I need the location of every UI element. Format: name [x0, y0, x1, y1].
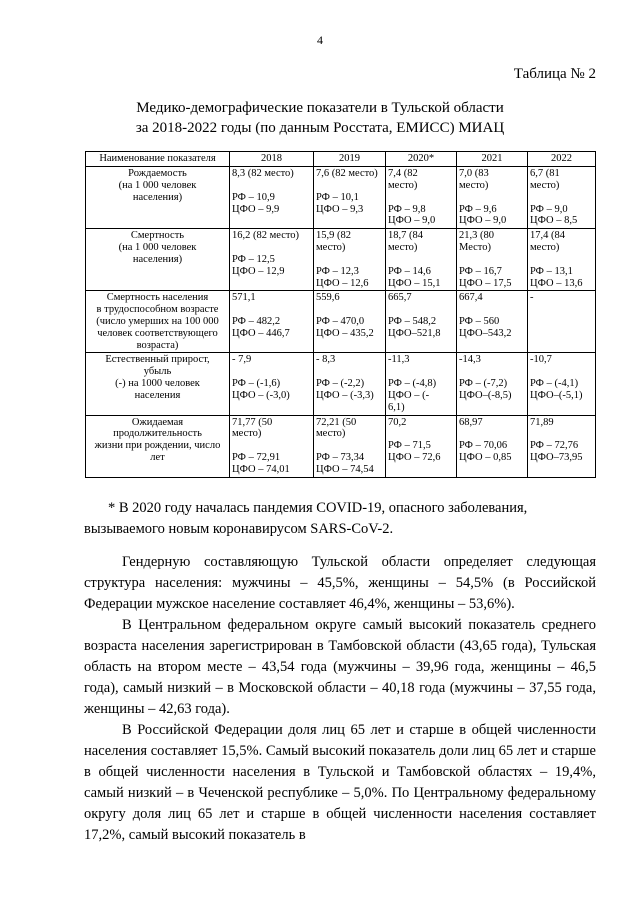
region-value: 571,1: [232, 292, 256, 304]
region-value: 18,7 (84 место): [388, 230, 423, 253]
cell-spacer: [232, 242, 311, 254]
region-value: - 8,3: [316, 354, 336, 366]
region-value: 7,0 (83 место): [459, 168, 489, 191]
footnote-line-2: вызываемого новым коронавирусом SARS-CoV-2.: [84, 521, 394, 537]
comparison-values: РФ – 9,8 ЦФО – 9,0: [388, 203, 436, 227]
value-cell-2022: [528, 353, 596, 415]
cell-spacer: [459, 254, 525, 266]
cell-spacer: [459, 366, 525, 378]
indicator-name: Ожидаемая продолжительность жизни при рождении, число лет: [86, 415, 230, 477]
value-cell-2018: [230, 353, 314, 415]
cell-spacer: [388, 366, 454, 378]
value-cell-2018: [230, 167, 314, 229]
region-value: -11,3: [388, 354, 410, 366]
indicator-name: Рождаемость (на 1 000 человек населения): [86, 167, 230, 229]
comparison-values: РФ – 12,5 ЦФО – 12,9: [232, 253, 285, 277]
comparison-values: РФ – 10,9 ЦФО – 9,9: [232, 191, 280, 215]
cell-spacer: [530, 192, 593, 204]
value-cell-2019: [314, 291, 386, 353]
comparison-values: РФ – 9,0 ЦФО – 8,5: [530, 203, 578, 227]
row-natural-increase: [86, 353, 596, 415]
cell-spacer: [530, 366, 593, 378]
value-cell-2021: [457, 167, 528, 229]
indicator-name: Смертность (на 1 000 человек населения): [86, 229, 230, 291]
cell-spacer: [232, 304, 311, 316]
page-number: 4: [317, 33, 323, 47]
value-cell-2022: [528, 291, 596, 353]
table-title-line-1: Медико-демографические показатели в Тульской области: [136, 100, 504, 116]
paragraph-median-age: В Центральном федеральном округе самый высокий показатель среднего возраста населения зарегистрирован в Тамбовской области (43,65 года), Тульская область на втором месте – 43,54 года (мужчины – 39,96 года, женщины – 46,5 года), самый низкий – в Московской области – 40,18 года (мужчины – 37,55 года, женщины – 42,63 года).: [84, 617, 596, 717]
indicator-name: Естественный прирост, убыль (-) на 1000 человек населения: [86, 353, 230, 415]
value-cell-2021: [457, 291, 528, 353]
region-value: 15,9 (82 место): [316, 230, 351, 253]
region-value: 72,21 (50 место): [316, 416, 357, 440]
value-cell-2019: [314, 167, 386, 229]
value-cell-2022: [528, 415, 596, 477]
cell-spacer: [388, 192, 454, 204]
demographics-table: [85, 151, 596, 478]
comparison-values: РФ – (-4,8) ЦФО – (- 6,1): [388, 378, 437, 413]
comparison-values: РФ – 560 ЦФО–543,2: [459, 316, 512, 339]
header-year-2020: 2020*: [386, 152, 457, 167]
region-value: 70,2: [388, 416, 407, 428]
comparison-values: РФ – 14,6 ЦФО – 15,1: [388, 265, 441, 289]
value-cell-2021: [457, 229, 528, 291]
paragraph-age-65: В Российской Федерации доля лиц 65 лет и старше в общей численности населения составляет 15,5%. Самый высокий показатель доли лиц 65 лет и старше в общей численности населения в Тульской и Тамбовской областях – 19,4%, самый низкий – в Чеченской республике – 5,0%. По Центральному федеральному округу доля лиц 65 лет и старше в общей численности населения составляет 17,2%, самый высокий показатель в: [84, 722, 596, 843]
region-value: -: [530, 292, 534, 304]
cell-spacer: [232, 366, 311, 378]
indicator-name: Смертность населения в трудоспособном возрасте (число умерших на 100 000 человек соответствующего возраста): [86, 291, 230, 353]
comparison-values: РФ – 72,76 ЦФО–73,95: [530, 440, 583, 464]
comparison-values: РФ – 12,3 ЦФО – 12,6: [316, 265, 369, 289]
region-value: -14,3: [459, 354, 481, 366]
region-value: 667,4: [459, 292, 483, 304]
row-mortality: [86, 229, 596, 291]
value-cell-2018: [230, 229, 314, 291]
region-value: 17,4 (84 место): [530, 230, 565, 253]
comparison-values: РФ – 10,1 ЦФО – 9,3: [316, 191, 364, 215]
table-label: Таблица № 2: [513, 66, 596, 82]
table-title-line-2: за 2018-2022 годы (по данным Росстата, ЕМИСС) МИАЦ: [135, 120, 505, 136]
region-value: 21,3 (80 Место): [459, 230, 494, 253]
value-cell-2020: [386, 415, 457, 477]
comparison-values: РФ – 9,6 ЦФО – 9,0: [459, 203, 507, 227]
region-value: -10,7: [530, 354, 552, 366]
region-value: 6,7 (81 место): [530, 168, 560, 191]
cell-spacer: [316, 440, 383, 452]
header-year-2018: 2018: [230, 152, 314, 167]
comparison-values: РФ – 70,06 ЦФО – 0,85: [459, 440, 512, 464]
comparison-values: РФ – (-1,6) ЦФО – (-3,0): [232, 378, 290, 401]
comparison-values: РФ – 71,5 ЦФО – 72,6: [388, 440, 441, 464]
comparison-values: РФ – 16,7 ЦФО – 17,5: [459, 265, 512, 289]
comparison-values: РФ – 73,34 ЦФО – 74,54: [316, 452, 374, 475]
region-value: 7,4 (82 место): [388, 168, 418, 191]
cell-spacer: [388, 254, 454, 266]
value-cell-2022: [528, 167, 596, 229]
row-working-age-mortality: [86, 291, 596, 353]
comparison-values: РФ – 13,1 ЦФО – 13,6: [530, 265, 583, 289]
value-cell-2022: [528, 229, 596, 291]
header-year-2019: 2019: [314, 152, 386, 167]
value-cell-2020: [386, 229, 457, 291]
cell-spacer: [316, 254, 383, 266]
comparison-values: РФ – 72,91 ЦФО – 74,01: [232, 452, 290, 475]
cell-spacer: [316, 304, 383, 316]
footnote-line-1: * В 2020 году началась пандемия COVID-19, опасного заболевания,: [108, 500, 528, 516]
cell-spacer: [459, 192, 525, 204]
region-value: 16,2 (82 место): [232, 230, 300, 242]
value-cell-2019: [314, 229, 386, 291]
value-cell-2020: [386, 291, 457, 353]
footnote: [84, 498, 596, 540]
value-cell-2021: [457, 415, 528, 477]
table-title: [60, 98, 580, 138]
cell-spacer: [316, 366, 383, 378]
header-year-2022: 2022: [528, 152, 596, 167]
cell-spacer: [530, 254, 593, 266]
table-header-row: [86, 152, 596, 167]
value-cell-2019: [314, 353, 386, 415]
value-cell-2020: [386, 353, 457, 415]
paragraph-gender: Гендерную составляющую Тульской области определяет следующая структура населения: мужчины – 45,5%, женщины – 54,5% (в Российской Федерации мужское население составляет 46,4%, женщины – 53,6%).: [84, 554, 596, 612]
comparison-values: РФ – 482,2 ЦФО – 446,7: [232, 316, 290, 339]
value-cell-2018: [230, 291, 314, 353]
comparison-values: РФ – 470,0 ЦФО – 435,2: [316, 316, 374, 339]
cell-spacer: [388, 428, 454, 440]
value-cell-2019: [314, 415, 386, 477]
value-cell-2021: [457, 353, 528, 415]
value-cell-2020: [386, 167, 457, 229]
cell-spacer: [530, 428, 593, 440]
region-value: 665,7: [388, 292, 412, 304]
region-value: 68,97: [459, 416, 483, 428]
header-year-2021: 2021: [457, 152, 528, 167]
comparison-values: РФ – (-4,1) ЦФО–(-5,1): [530, 378, 583, 401]
region-value: 71,89: [530, 416, 554, 428]
value-cell-2018: [230, 415, 314, 477]
region-value: 8,3 (82 место): [232, 168, 294, 179]
cell-spacer: [232, 180, 311, 192]
body-text: [84, 552, 596, 846]
cell-spacer: [459, 304, 525, 316]
comparison-values: РФ – (-7,2) ЦФО–(-8,5): [459, 378, 512, 401]
region-value: 71,77 (50 место): [232, 416, 273, 440]
region-value: - 7,9: [232, 354, 252, 366]
cell-spacer: [530, 304, 593, 316]
region-value: 559,6: [316, 292, 340, 304]
cell-spacer: [388, 304, 454, 316]
row-life-expectancy: [86, 415, 596, 477]
cell-spacer: [232, 440, 311, 452]
comparison-values: РФ – 548,2 ЦФО–521,8: [388, 316, 441, 339]
header-indicator: Наименование показателя: [86, 152, 230, 167]
comparison-values: РФ – (-2,2) ЦФО – (-3,3): [316, 378, 374, 401]
region-value: 7,6 (82 место): [316, 168, 378, 179]
cell-spacer: [316, 180, 383, 192]
cell-spacer: [459, 428, 525, 440]
row-birth-rate: [86, 167, 596, 229]
